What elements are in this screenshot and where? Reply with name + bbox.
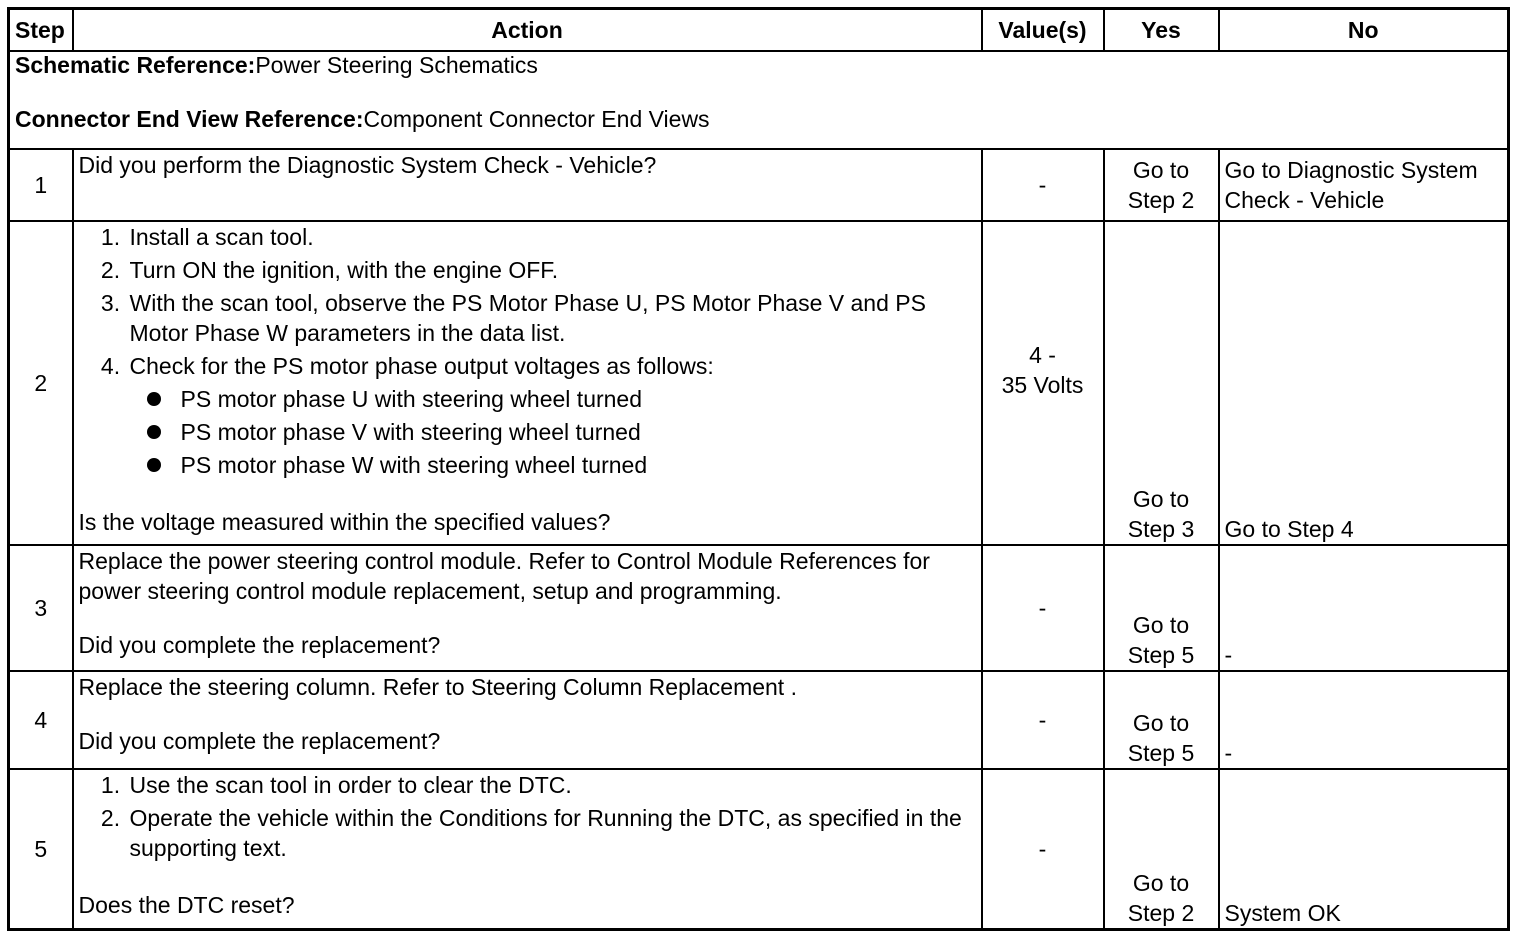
header-action: Action <box>73 9 982 52</box>
schematic-reference-link[interactable]: Power Steering Schematics <box>255 52 538 78</box>
yes-link-line1[interactable]: Go to <box>1132 486 1190 512</box>
list-item: 2. Operate the vehicle within the Conditions for Running the DTC, as specified in the supporting text. <box>127 803 976 863</box>
bullet-item: PS motor phase U with steering wheel turned <box>177 384 976 414</box>
step-no: - <box>1219 671 1509 769</box>
step-question: Is the voltage measured within the specified values? <box>78 509 611 535</box>
step-value: - <box>982 769 1104 929</box>
header-no: No <box>1219 9 1509 52</box>
yes-link-line2[interactable]: Step 2 <box>1127 187 1195 213</box>
instruction-list <box>79 770 976 863</box>
no-link-line2[interactable]: Check - Vehicle <box>1224 187 1385 213</box>
value-line2: 35 Volts <box>1001 372 1084 398</box>
step-no[interactable]: Go to Step 4 <box>1219 221 1509 545</box>
action-text: Replace the steering column. Refer to Steering Column Replacement . <box>78 674 797 700</box>
step-yes <box>1104 221 1219 545</box>
value-line1: 4 - <box>1029 342 1056 368</box>
bullet-item: PS motor phase W with steering wheel turned <box>177 450 976 480</box>
action-text: Replace the power steering control module. Refer to Control Module References for power steering control module replacement, setup and programming. <box>78 548 930 604</box>
step-yes <box>1104 769 1219 929</box>
step-yes <box>1104 545 1219 671</box>
yes-link-line2[interactable]: Step 5 <box>1127 740 1195 766</box>
step-yes <box>1104 671 1219 769</box>
reference-row <box>9 51 1509 149</box>
table-row <box>9 149 1509 221</box>
diagnostic-table <box>7 7 1510 931</box>
step-number: 5 <box>9 769 73 929</box>
table-row <box>9 671 1509 769</box>
list-item: 3. With the scan tool, observe the PS Motor Phase U, PS Motor Phase V and PS Motor Phase W parameters in the data list. <box>127 288 976 348</box>
step-action <box>73 221 982 545</box>
step-action <box>73 769 982 929</box>
yes-link-line1[interactable]: Go to <box>1132 710 1190 736</box>
yes-link-line1[interactable]: Go to <box>1132 157 1190 183</box>
step-value: - <box>982 149 1104 221</box>
list-item <box>127 351 976 480</box>
table-row <box>9 769 1509 929</box>
no-link-line1[interactable]: Go to Diagnostic System <box>1224 157 1478 183</box>
yes-link-line2[interactable]: Step 2 <box>1127 899 1195 926</box>
header-step: Step <box>9 9 73 52</box>
header-row <box>9 9 1509 52</box>
step-action <box>73 545 982 671</box>
step-number: 1 <box>9 149 73 221</box>
step-number: 2 <box>9 221 73 545</box>
table-row <box>9 221 1509 545</box>
instruction-list <box>79 222 976 480</box>
step-number: 3 <box>9 545 73 671</box>
schematic-reference <box>15 52 1502 79</box>
action-text: Did you perform the Diagnostic System Check - Vehicle? <box>78 152 657 178</box>
header-values: Value(s) <box>982 9 1104 52</box>
step-question: Does the DTC reset? <box>78 892 295 918</box>
step-number: 4 <box>9 671 73 769</box>
connector-reference-link[interactable]: Component Connector End Views <box>363 106 710 132</box>
list-item-text: Check for the PS motor phase output voltages as follows: <box>129 353 714 379</box>
step-action <box>73 149 982 221</box>
step-no: System OK <box>1219 769 1509 929</box>
header-yes: Yes <box>1104 9 1219 52</box>
yes-link-line2[interactable]: Step 3 <box>1127 516 1195 542</box>
step-question: Did you complete the replacement? <box>78 632 441 658</box>
step-value <box>982 221 1104 545</box>
bullet-list <box>130 384 976 480</box>
yes-link-line2[interactable]: Step 5 <box>1127 642 1195 668</box>
list-item: 2. Turn ON the ignition, with the engine OFF. <box>127 255 976 285</box>
yes-link-line1[interactable]: Go to <box>1132 869 1190 896</box>
step-value: - <box>982 671 1104 769</box>
table-row <box>9 545 1509 671</box>
step-action <box>73 671 982 769</box>
step-yes <box>1104 149 1219 221</box>
step-no <box>1219 149 1509 221</box>
schematic-reference-label: Schematic Reference: <box>15 52 256 78</box>
bullet-item: PS motor phase V with steering wheel turned <box>177 417 976 447</box>
list-item: 1. Use the scan tool in order to clear the DTC. <box>127 770 976 800</box>
step-no: - <box>1219 545 1509 671</box>
connector-reference-label: Connector End View Reference: <box>15 106 364 132</box>
step-question: Did you complete the replacement? <box>78 728 441 754</box>
step-value: - <box>982 545 1104 671</box>
reference-cell <box>9 51 1509 149</box>
connector-reference <box>15 106 1502 133</box>
yes-link-line1[interactable]: Go to <box>1132 612 1190 638</box>
list-item: 1. Install a scan tool. <box>127 222 976 252</box>
